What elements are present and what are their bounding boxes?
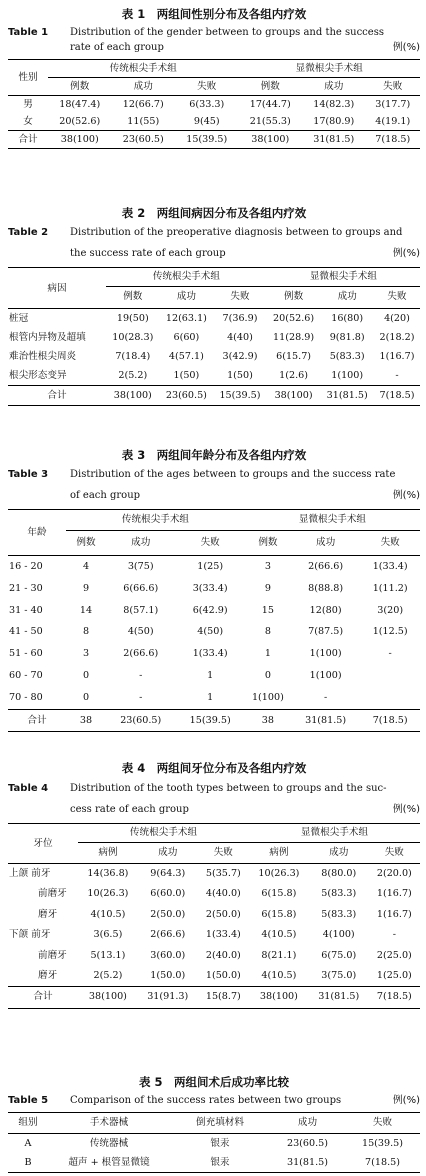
table-row	[8, 366, 420, 386]
table-cell: 9	[82, 582, 90, 594]
table-cell	[360, 687, 420, 709]
table-cell: 1	[207, 691, 214, 703]
table-3-col: 失败	[380, 537, 400, 548]
row-label-cell: 16 - 20	[9, 561, 43, 572]
row-label-cell: 女	[23, 116, 33, 127]
row-label-cell: 根管内异物及超填	[9, 332, 86, 343]
table-cell: 38	[66, 709, 106, 732]
table-row	[8, 643, 420, 665]
table-3-title-en-line2: of each group	[70, 490, 141, 501]
table-3-col: 例数	[258, 537, 278, 548]
table-row	[8, 966, 420, 987]
table-cell: 1(100)	[309, 669, 342, 681]
table-cell: 8(21.1)	[261, 949, 297, 961]
table-cell: 23(60.5)	[160, 386, 214, 406]
table-2-row-header: 病因	[8, 268, 106, 309]
table-cell: 3	[82, 648, 90, 660]
table-cell: 银汞	[210, 1138, 230, 1149]
table-4-block	[8, 760, 420, 1009]
table-cell: 9(45)	[193, 116, 220, 127]
table-cell: 3(60.0)	[150, 949, 186, 961]
row-label-cell: 31 - 40	[9, 604, 43, 616]
row-label-cell: 根尖形态变异	[9, 370, 67, 381]
table-cell: 6(75.0)	[321, 949, 357, 961]
table-4-col: 失败	[213, 847, 233, 858]
table-cell: 6(15.8)	[261, 908, 297, 920]
table-4-label: Table 4	[8, 783, 49, 794]
table-1-block	[8, 6, 420, 149]
table-cell: 14(82.3)	[313, 99, 355, 110]
table-5-title-en-text: Comparison of the success rates between two groups	[70, 1095, 342, 1106]
table-cell: 8(57.1)	[123, 604, 159, 616]
table-cell: 31(81.5)	[270, 1153, 345, 1173]
row-label-cell: B	[8, 1153, 48, 1173]
table-row	[8, 578, 420, 600]
table-cell: 38(100)	[106, 386, 160, 406]
table-cell: 8(88.8)	[308, 582, 344, 594]
table-2-unit: 例(%)	[392, 248, 420, 259]
table-cell: 21(55.3)	[249, 116, 291, 127]
table-row	[8, 309, 420, 329]
table-4-col: 病例	[269, 847, 289, 858]
table-cell: 10(26.3)	[258, 868, 300, 879]
table-cell: 23(60.5)	[112, 131, 176, 149]
table-row	[8, 687, 420, 709]
row-label-cell: 合计	[8, 709, 66, 732]
table-cell: -	[395, 370, 399, 381]
table-cell: 1(50)	[173, 370, 200, 381]
table-5-label: Table 5	[8, 1095, 49, 1106]
table-2-block	[8, 205, 420, 406]
table-cell: 0	[82, 669, 90, 681]
table-cell: 1(16.7)	[376, 888, 412, 900]
table-row	[8, 709, 420, 732]
table-cell: 0	[264, 669, 271, 681]
table-cell: 4(100)	[322, 929, 355, 941]
table-2-title-en-line1: Distribution of the preoperative diagnosis between to groups and	[70, 227, 403, 238]
row-label-cell: 合计	[8, 131, 48, 149]
table-4-title-en	[8, 781, 420, 817]
table-cell: 2(40.0)	[205, 949, 241, 961]
table-4-title-zh: 表 4 两组间牙位分布及各组内疗效	[121, 761, 307, 775]
table-cell: 14(36.8)	[87, 868, 129, 879]
table-cell: 2(18.2)	[379, 332, 415, 343]
table-cell: 2(50.0)	[205, 908, 241, 920]
table-4-col: 病例	[98, 847, 118, 858]
row-label-cell: 41 - 50	[9, 626, 43, 638]
table-row	[8, 905, 420, 925]
table-4	[8, 823, 420, 1009]
row-label-cell: 合计	[8, 386, 106, 406]
table-cell: 超声 + 根管显微镜	[48, 1153, 170, 1173]
table-cell: 15(39.5)	[213, 386, 267, 406]
table-4-col: 成功	[329, 847, 349, 858]
table-cell: 1(25.0)	[376, 970, 412, 982]
table-5-col: 组别	[18, 1117, 38, 1128]
table-cell: 4	[82, 561, 90, 572]
table-cell: 23(60.5)	[106, 709, 175, 732]
table-cell: 7(18.5)	[369, 987, 420, 1008]
table-cell: 6(66.6)	[123, 582, 159, 594]
table-cell: 6(60.0)	[150, 888, 186, 900]
table-4-col: 成功	[158, 847, 178, 858]
row-label-cell: 上颌 前牙	[9, 868, 51, 879]
table-1-title-en	[8, 25, 420, 55]
table-row	[8, 925, 420, 945]
table-2-title-en-line2: the success rate of each group	[70, 248, 226, 259]
table-cell: 3(20)	[377, 604, 404, 616]
table-cell: 2(5.2)	[93, 970, 123, 982]
table-row	[8, 556, 420, 578]
table-cell: 3	[264, 561, 271, 572]
table-cell: 31(81.5)	[309, 987, 369, 1008]
table-cell: 3(42.9)	[222, 351, 258, 362]
table-cell: 23(60.5)	[286, 1138, 329, 1149]
table-1-group-b: 显微根尖手术组	[239, 60, 421, 78]
table-cell: 18(47.4)	[59, 99, 101, 110]
table-cell: 2(66.6)	[150, 929, 186, 941]
table-cell: 38(100)	[78, 987, 138, 1008]
table-cell: 15(39.5)	[175, 131, 239, 149]
row-label-cell: 前磨牙	[38, 949, 67, 961]
table-1	[8, 59, 420, 149]
table-cell: 15	[261, 604, 275, 616]
row-label-cell: 磨牙	[38, 908, 58, 920]
table-row	[8, 347, 420, 366]
table-cell: 1(25)	[197, 561, 224, 572]
row-label-cell: 51 - 60	[9, 648, 43, 660]
table-cell: 38	[245, 709, 291, 732]
table-2	[8, 267, 420, 406]
table-cell: 16(80)	[331, 313, 364, 324]
table-3-col: 例数	[76, 537, 96, 548]
table-cell: 2(25.0)	[376, 949, 412, 961]
table-cell: 1(33.4)	[372, 561, 408, 572]
table-cell: 12(63.1)	[165, 313, 207, 324]
table-3-col: 成功	[131, 537, 151, 548]
table-1-col: 失败	[197, 81, 217, 92]
table-3-title-en-line1: Distribution of the ages between to groups and the success rate	[70, 469, 396, 480]
table-2-col: 例数	[283, 291, 304, 303]
table-cell: 5(83.3)	[329, 351, 365, 362]
table-cell: 4(10.5)	[261, 929, 297, 941]
row-label-cell: A	[24, 1138, 32, 1149]
table-1-col: 例数	[260, 81, 280, 92]
table-cell: 4(50)	[197, 626, 224, 638]
table-cell: 31(81.5)	[302, 131, 366, 149]
table-4-col: 失败	[384, 847, 404, 858]
table-4-row-header: 牙位	[8, 824, 78, 864]
table-cell: 4(57.1)	[168, 351, 204, 362]
table-row	[8, 113, 420, 131]
table-cell: 1(50)	[227, 370, 253, 381]
table-2-group-a: 传统根尖手术组	[106, 268, 267, 287]
table-cell: 6(60)	[173, 332, 200, 343]
table-4-unit: 例(%)	[392, 804, 420, 815]
table-cell: 15(39.5)	[361, 1138, 404, 1149]
table-3	[8, 509, 420, 732]
table-cell: 4(40)	[227, 332, 253, 343]
table-5-block	[8, 1074, 420, 1173]
table-5-title-en	[8, 1093, 420, 1108]
table-cell: 7(87.5)	[308, 626, 344, 638]
table-row	[8, 987, 420, 1008]
table-cell: 7(36.9)	[222, 313, 258, 324]
table-3-group-a: 传统根尖手术组	[66, 510, 245, 531]
table-4-title-en-line1: Distribution of the tooth types between to groups and the suc-	[70, 783, 387, 794]
table-row	[8, 386, 420, 406]
table-cell: 31(91.3)	[138, 987, 198, 1008]
table-2-group-b: 显微根尖手术组	[267, 268, 420, 287]
table-cell: 20(52.6)	[273, 313, 315, 324]
table-cell: 12(80)	[309, 604, 342, 616]
table-cell: 4(40.0)	[205, 888, 241, 900]
table-3-block	[8, 447, 420, 732]
table-1-col: 成功	[324, 81, 344, 92]
table-cell: 19(50)	[116, 313, 149, 324]
table-1-col: 失败	[383, 81, 403, 92]
table-3-title-en	[8, 467, 420, 503]
table-4-group-b: 显微根尖手术组	[249, 824, 420, 843]
table-2-col: 成功	[337, 291, 357, 303]
table-cell: 5(13.1)	[90, 949, 126, 961]
table-cell: 4(50)	[127, 626, 154, 638]
table-cell: 17(44.7)	[249, 99, 291, 110]
table-row	[8, 864, 420, 885]
table-cell: 12(66.7)	[122, 99, 164, 110]
table-cell: 传统器械	[89, 1138, 129, 1149]
row-label-cell: 21 - 30	[9, 582, 43, 594]
row-label-cell: 难治性根尖周炎	[9, 351, 77, 362]
table-cell: 0	[82, 691, 90, 703]
table-cell: 1(100)	[309, 648, 342, 660]
table-row	[8, 946, 420, 966]
table-cell: 4(20)	[384, 313, 410, 324]
table-cell: 7(18.5)	[360, 709, 420, 732]
table-cell: 1(33.4)	[192, 648, 228, 660]
table-row	[8, 131, 420, 149]
table-row	[8, 621, 420, 643]
table-cell: 10(28.3)	[112, 332, 154, 343]
table-cell: -	[324, 691, 328, 703]
table-3-col: 成功	[316, 537, 336, 548]
table-cell: 38(100)	[267, 386, 321, 406]
table-1-row-header: 性别	[8, 60, 48, 96]
table-cell: -	[139, 669, 143, 681]
table-cell: 20(52.6)	[59, 116, 101, 127]
table-cell: -	[139, 691, 143, 703]
table-cell: -	[388, 648, 392, 660]
row-label-cell: 70 - 80	[9, 691, 43, 703]
table-cell: 6(33.3)	[189, 99, 225, 110]
row-label-cell: 男	[23, 99, 33, 110]
table-cell: 4(10.5)	[90, 908, 126, 920]
table-2-title-en	[8, 225, 420, 261]
table-cell: 17(80.9)	[313, 116, 355, 127]
row-label-cell: 下颌 前牙	[9, 929, 51, 941]
table-cell: 1(16.7)	[376, 908, 412, 920]
table-cell: 4(19.1)	[375, 116, 411, 127]
row-label-cell: 前磨牙	[38, 888, 67, 900]
table-cell: 31(81.5)	[291, 709, 360, 732]
table-2-col: 例数	[123, 291, 143, 303]
table-cell: 6(15.7)	[276, 351, 312, 362]
table-cell: 9(64.3)	[150, 868, 186, 879]
row-label-cell: 60 - 70	[9, 669, 43, 681]
table-5	[8, 1112, 420, 1173]
table-5-col: 成功	[297, 1117, 318, 1128]
table-5-col: 手术器械	[89, 1117, 129, 1128]
table-cell: 11(55)	[127, 116, 160, 127]
table-1-title-zh: 表 1 两组间性别分布及各组内疗效	[121, 7, 307, 21]
table-cell: 5(83.3)	[321, 888, 357, 900]
table-cell: 1(100)	[331, 370, 364, 381]
table-cell: 7(18.5)	[345, 1153, 420, 1173]
table-row	[8, 665, 420, 687]
table-cell: 3(75)	[127, 561, 154, 572]
table-cell: 2(66.6)	[308, 561, 344, 572]
table-cell: 9	[264, 582, 271, 594]
table-row	[8, 600, 420, 622]
table-cell: 1(33.4)	[205, 929, 241, 941]
row-label-cell: 合计	[8, 987, 78, 1008]
table-cell: 3(6.5)	[93, 929, 123, 941]
table-cell: 38(100)	[48, 131, 112, 149]
table-cell: 14	[79, 604, 93, 616]
table-2-col: 成功	[176, 291, 196, 303]
table-cell	[360, 665, 420, 687]
table-cell: 6(42.9)	[192, 604, 228, 616]
table-cell: 5(83.3)	[321, 908, 357, 920]
table-3-title-zh: 表 3 两组间年龄分布及各组内疗效	[121, 448, 307, 462]
table-1-unit: 例(%)	[392, 42, 420, 53]
table-5-col: 失败	[372, 1117, 393, 1128]
table-cell: 6(15.8)	[261, 888, 297, 900]
table-cell: 1	[264, 648, 271, 660]
table-4-group-a: 传统根尖手术组	[78, 824, 249, 843]
table-cell: 15(39.5)	[175, 709, 244, 732]
table-row	[8, 96, 420, 114]
table-1-title-en-line1: Distribution of the gender between to groups and the success	[70, 27, 384, 38]
table-3-col: 失败	[200, 537, 220, 548]
table-cell: 7(18.5)	[366, 131, 421, 149]
table-cell: 1(16.7)	[379, 351, 415, 362]
table-cell: 1(50.0)	[205, 970, 241, 982]
table-row	[8, 1134, 420, 1154]
table-cell: 11(28.9)	[273, 332, 315, 343]
table-row	[8, 328, 420, 347]
table-1-col: 成功	[133, 81, 153, 92]
table-2-col: 失败	[230, 291, 250, 303]
table-5-title-zh: 表 5 两组间术后成功率比较	[138, 1075, 289, 1089]
table-cell: 8	[264, 626, 271, 638]
table-2-col: 失败	[387, 291, 407, 303]
table-cell: 31(81.5)	[320, 386, 374, 406]
table-1-col: 例数	[70, 81, 90, 92]
table-1-title-en-line2: rate of each group	[70, 42, 164, 53]
table-cell: 3(17.7)	[375, 99, 411, 110]
table-cell: 3(75.0)	[321, 970, 357, 982]
table-cell: 7(18.4)	[115, 351, 151, 362]
table-cell: 9(81.8)	[329, 332, 365, 343]
table-cell: 38(100)	[239, 131, 303, 149]
table-cell: 1(2.6)	[279, 370, 308, 381]
table-cell: 7(18.5)	[374, 386, 420, 406]
table-3-unit: 例(%)	[392, 490, 420, 501]
table-row	[8, 1153, 420, 1173]
row-label-cell: 磨牙	[38, 970, 58, 982]
table-3-label: Table 3	[8, 469, 49, 480]
table-cell: 银汞	[170, 1153, 270, 1173]
table-cell: 2(50.0)	[150, 908, 186, 920]
table-cell: 3(33.4)	[192, 582, 228, 594]
table-cell: 2(5.2)	[118, 370, 148, 381]
table-cell: 1(12.5)	[372, 626, 408, 638]
table-5-unit: 例(%)	[392, 1095, 420, 1106]
table-row	[8, 884, 420, 904]
table-1-group-a: 传统根尖手术组	[48, 60, 239, 78]
table-cell: 8(80.0)	[321, 868, 357, 879]
row-label-cell: 桩冠	[9, 313, 29, 324]
table-cell: 1(50.0)	[150, 970, 186, 982]
table-3-row-header: 年龄	[8, 510, 66, 556]
table-cell: 2(20.0)	[376, 868, 412, 879]
table-4-title-en-line2: cess rate of each group	[70, 804, 189, 815]
table-cell: 8	[82, 626, 90, 638]
table-cell: 1	[207, 669, 214, 681]
table-5-col: 倒充填材料	[196, 1117, 244, 1128]
table-cell: 15(8.7)	[198, 987, 249, 1008]
table-cell: 38(100)	[249, 987, 309, 1008]
table-2-title-zh: 表 2 两组间病因分布及各组内疗效	[121, 206, 307, 220]
table-cell: 4(10.5)	[261, 970, 297, 982]
table-1-label: Table 1	[8, 27, 49, 38]
table-cell: 1(11.2)	[372, 582, 408, 594]
table-3-group-b: 显微根尖手术组	[245, 510, 420, 531]
table-cell: 5(35.7)	[205, 868, 241, 879]
table-cell: 1(100)	[251, 691, 284, 703]
table-cell: -	[392, 929, 396, 941]
table-cell: 2(66.6)	[123, 648, 159, 660]
table-2-label: Table 2	[8, 227, 49, 238]
table-cell: 10(26.3)	[87, 888, 129, 900]
